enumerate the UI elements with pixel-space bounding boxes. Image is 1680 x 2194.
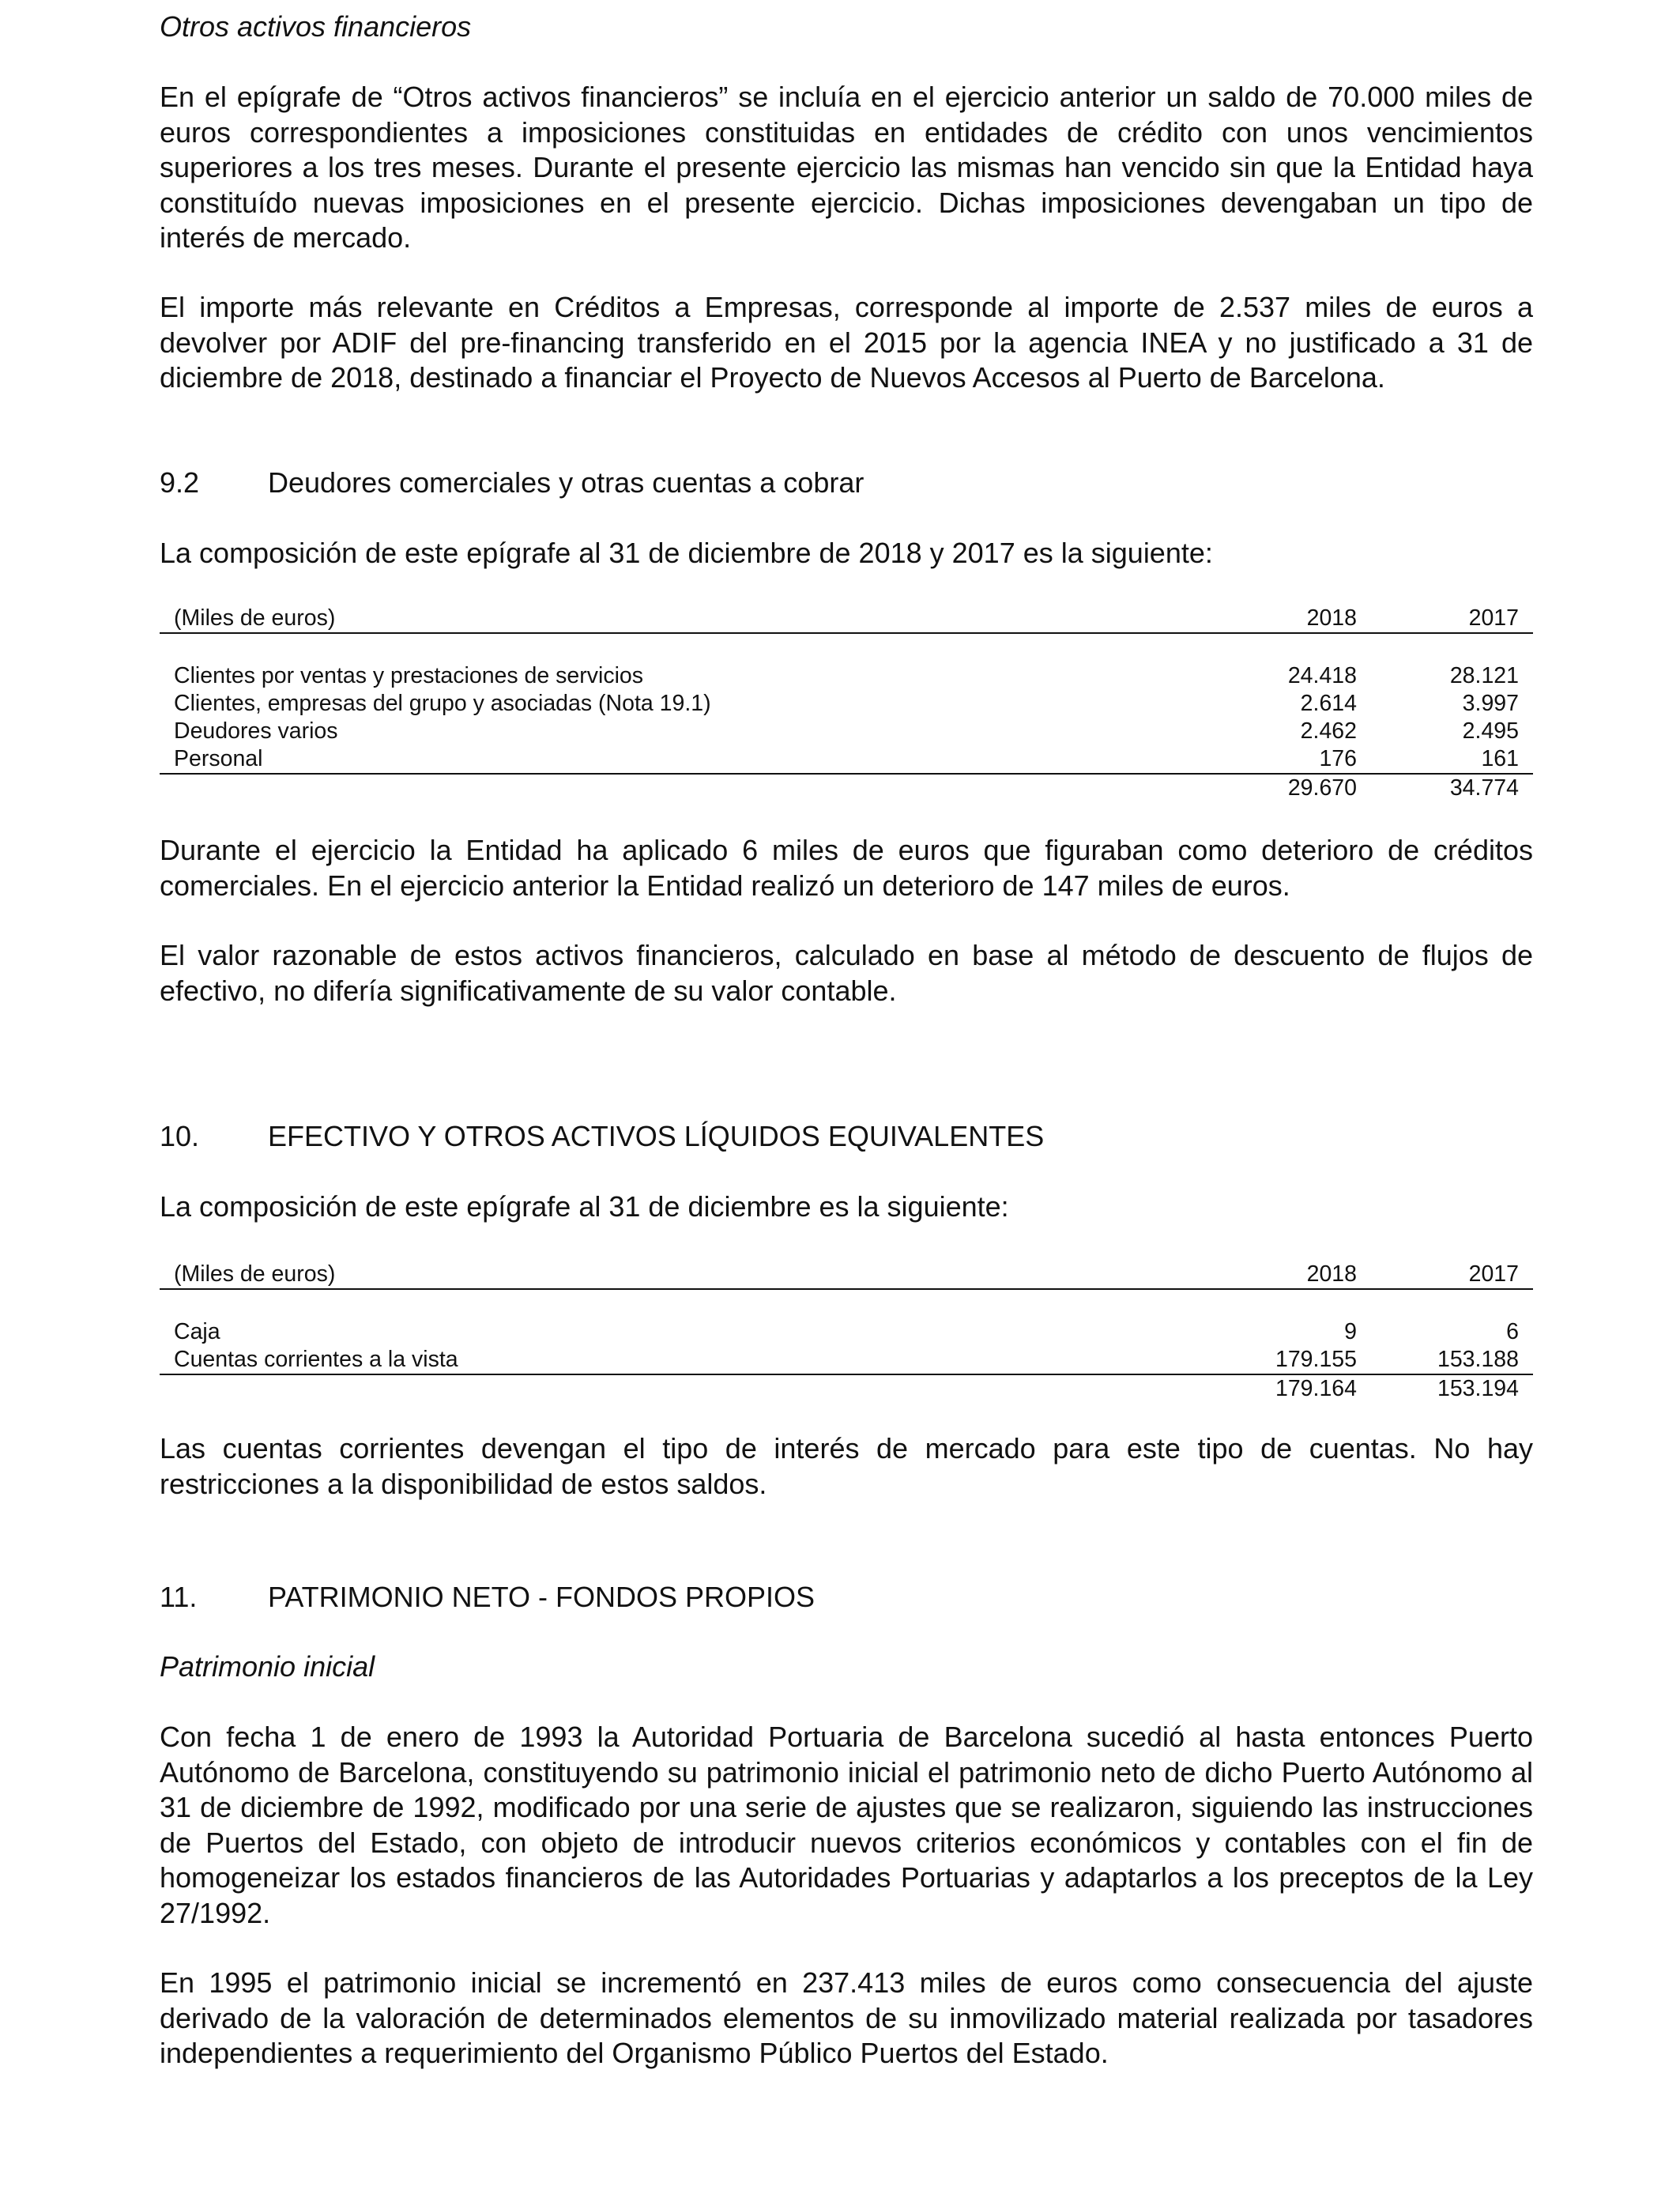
- section-number: 9.2: [160, 466, 200, 499]
- section-10-paragraph-1: Las cuentas corrientes devengan el tipo de interés de mercado para este tipo de cuentas. No hay restricciones a la disponibilidad de estos saldos.: [160, 1432, 1533, 1500]
- row-label: Clientes por ventas y prestaciones de servicios: [174, 663, 644, 688]
- section-9-2-heading: [160, 466, 864, 501]
- section-number: 10.: [160, 1120, 200, 1152]
- table-row: [160, 1346, 1533, 1374]
- table-header-2017: 2017: [1357, 605, 1533, 633]
- row-label: Cuentas corrientes a la vista: [160, 1346, 1183, 1374]
- otros-paragraph-2: El importe más relevante en Créditos a Empresas, corresponde al importe de 2.537 miles de euros a devolver por ADIF del pre-financing transferido en el 2015 por la agencia INEA y no justificado a 31 de diciembre de 2018, destinado a financiar el Proyecto de Nuevos Accesos al Puerto de Barcelona.: [160, 291, 1533, 394]
- section-10-heading: [160, 1119, 1044, 1155]
- section-9-2-paragraph-1: Durante el ejercicio la Entidad ha aplicado 6 miles de euros que figuraban como deterioro de créditos comerciales. En el ejercicio anterior la Entidad realizó un deterioro de 147 miles de euros.: [160, 834, 1533, 902]
- total-2017: 153.194: [1437, 1376, 1519, 1401]
- row-value-2017: 161: [1357, 745, 1533, 774]
- row-value-2017: 153.188: [1357, 1346, 1533, 1374]
- section-11-paragraph-1: Con fecha 1 de enero de 1993 la Autoridad Portuaria de Barcelona sucedió al hasta entonces Puerto Autónomo de Barcelona, constituyendo su patrimonio inicial el patrimonio neto de dicho Puerto Autónomo al 31 de diciembre de 1992, modificado por una serie de ajustes que se realizaron, siguiendo las instrucciones de Puertos del Estado, con objeto de introducir nuevos criterios económicos y contables con el fin de homogeneizar los estados financieros de las Autoridades Portuarias y adaptarlos a los preceptos de la Ley 27/1992.: [160, 1721, 1533, 1929]
- section-9-2-intro: La composición de este epígrafe al 31 de diciembre de 2018 y 2017 es la siguiente:: [160, 537, 1213, 569]
- table-row: [160, 1318, 1533, 1346]
- row-value-2017: 6: [1506, 1319, 1519, 1344]
- table-header-2017: 2017: [1357, 1261, 1533, 1289]
- row-value-2018: 2.614: [1300, 691, 1357, 716]
- table-header-2018: 2018: [1183, 1261, 1357, 1289]
- row-value-2018: 9: [1344, 1319, 1357, 1344]
- row-label: Deudores varios: [174, 718, 338, 744]
- section-title: Deudores comerciales y otras cuentas a cobrar: [268, 466, 864, 499]
- row-label: Personal: [160, 745, 1183, 774]
- table-total-row: [160, 774, 1533, 802]
- table-header-label: (Miles de euros): [160, 605, 1183, 633]
- row-value-2018: 2.462: [1300, 718, 1357, 744]
- section-9-2-paragraph-2: El valor razonable de estos activos financieros, calculado en base al método de descuento de flujos de efectivo, no difería significativamente de su valor contable.: [160, 939, 1533, 1007]
- total-2018: 179.164: [1275, 1376, 1357, 1401]
- row-label: Clientes, empresas del grupo y asociadas (Nota 19.1): [174, 691, 711, 716]
- row-value-2018: 179.155: [1183, 1346, 1357, 1374]
- patrimonio-inicial-subtitle: Patrimonio inicial: [160, 1650, 375, 1683]
- section-11-paragraph-2: En 1995 el patrimonio inicial se incrementó en 237.413 miles de euros como consecuencia del ajuste derivado de la valoración de determinados elementos de su inmovilizado material realizada por tasadores independientes a requerimiento del Organismo Público Puertos del Estado.: [160, 1966, 1533, 2069]
- total-2018: 29.670: [1287, 775, 1357, 801]
- row-label: Caja: [174, 1319, 220, 1344]
- section-11-heading: [160, 1580, 815, 1615]
- table-header-row: [160, 1261, 1533, 1289]
- table-row: [160, 690, 1533, 718]
- row-value-2018: 176: [1183, 745, 1357, 774]
- section-10-intro: La composición de este epígrafe al 31 de diciembre es la siguiente:: [160, 1190, 1009, 1223]
- table-header-label: (Miles de euros): [160, 1261, 1183, 1289]
- table-header-row: [160, 605, 1533, 633]
- row-value-2018: 24.418: [1287, 663, 1357, 688]
- row-value-2017: 28.121: [1449, 663, 1519, 688]
- otros-paragraph-1: En el epígrafe de “Otros activos financieros” se incluía en el ejercicio anterior un saldo de 70.000 miles de euros correspondientes a imposiciones constituidas en entidades de crédito con unos vencimientos superiores a los tres meses. Durante el presente ejercicio las mismas han vencido sin que la Entidad haya constituído nuevas imposiciones en el presente ejercicio. Dichas imposiciones devengaban un tipo de interés de mercado.: [160, 81, 1533, 254]
- table-header-2018: 2018: [1183, 605, 1357, 633]
- table-row: [160, 662, 1533, 690]
- row-value-2017: 3.997: [1462, 691, 1519, 716]
- section-title: PATRIMONIO NETO - FONDOS PROPIOS: [268, 1581, 816, 1613]
- table-total-row: [160, 1374, 1533, 1403]
- row-value-2017: 2.495: [1462, 718, 1519, 744]
- section-number: 11.: [160, 1581, 198, 1613]
- total-2017: 34.774: [1449, 775, 1519, 801]
- section-title: EFECTIVO Y OTROS ACTIVOS LÍQUIDOS EQUIVALENTES: [268, 1120, 1045, 1152]
- table-row: [160, 745, 1533, 774]
- table-row: [160, 718, 1533, 745]
- otros-activos-title: Otros activos financieros: [160, 10, 472, 43]
- deudores-table: [160, 605, 1533, 802]
- efectivo-table: [160, 1261, 1533, 1403]
